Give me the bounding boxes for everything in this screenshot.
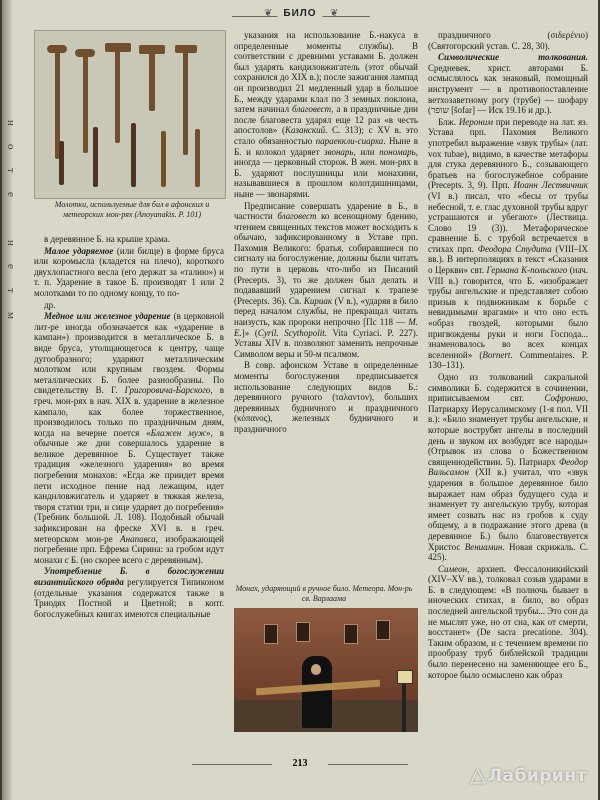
ornament-left-icon: ❦ bbox=[264, 8, 273, 19]
text-run: Блж. bbox=[438, 116, 459, 127]
text-run: благовест bbox=[277, 211, 317, 222]
text-run: , изображающей погребение прп. Ефрема Сирина: за гробом идут монахи с Б. (но скорее всего с деревянным). bbox=[34, 533, 224, 565]
text-run: Bornert bbox=[482, 349, 511, 360]
article-paragraph bbox=[428, 117, 588, 371]
text-run: Казанский bbox=[284, 125, 326, 136]
footer-rule-left bbox=[192, 764, 272, 765]
text-run: , а в праздничные дни после благовеста ударял еще 12 раз «в честь апостолов» ( bbox=[234, 104, 418, 136]
text-run: Иероним bbox=[458, 116, 494, 127]
text-run: Феодора Студита bbox=[477, 243, 552, 254]
text-run: В совр. афонском Уставе в определенные моменты богослужения предписывается использование следующих видов Б.: деревянного ручного (ταλαντον), больших деревянных будничного и праздничного (κόπανος), железных будничного и праздничного bbox=[234, 360, 418, 434]
column-right bbox=[428, 30, 588, 681]
text-run: Vita Cyriaci. P. 227). Уставы XIV в. позволяют заменить непрочные Символом веры и 50-м псалмом. bbox=[234, 327, 418, 359]
margin-letter: м bbox=[5, 312, 17, 319]
text-run: , Патриарху Иерусалимскому (1-я пол. VII в.): «Било знаменует трубы ангельские, и которые вострубят ангелы в последний день и звуком их возбудят все народы» (Отрывок из слова о Божественном священнодействии. 5). Патриарх bbox=[428, 393, 588, 467]
text-run: праздничного (σιδερένιο) (Святогорский устав. С. 28, 30). bbox=[428, 30, 588, 51]
text-run: Медное или железное ударение bbox=[44, 311, 171, 322]
article-paragraph bbox=[234, 30, 418, 200]
text-run: Германа К-польского bbox=[486, 265, 568, 276]
running-head-rule-right bbox=[320, 16, 370, 17]
figure-caption-mallets: Молотки, используемые для бил в афонских и метеорских мон-рях (Anoyanakis. P. 101) bbox=[54, 200, 210, 219]
column-middle bbox=[234, 30, 418, 436]
text-run: (VIII–IX вв.). В интерполяциях в текст «Сказания о Церкви» свт. bbox=[428, 243, 588, 276]
article-paragraph bbox=[428, 52, 588, 116]
running-head-title: БИЛО bbox=[277, 8, 322, 19]
text-run: Символические толкования. bbox=[438, 52, 588, 63]
text-run: , иногда — церковный сторож. В жен. мон-рях в Б. ударяют послушницы или монахини, называвшиеся в прошлом колотдишницами, ныне — звонарями. bbox=[234, 146, 419, 199]
article-paragraph bbox=[34, 246, 224, 299]
text-run: др. bbox=[44, 299, 56, 310]
text-run: Одно из толкований сакральной символики Б. содержится в сочинении, приписываемом свт. bbox=[428, 372, 588, 404]
figure-caption-monk: Монах, ударяющий в ручное било. Метеора. Мон-рь св. Варлаама bbox=[235, 584, 413, 603]
article-paragraph bbox=[34, 566, 224, 619]
margin-letter: н bbox=[5, 120, 17, 126]
text-run: ко всенощному бдению, чтением священных текстов может восходить к обычаю, зафиксированному в Уставе прп. Пахомия Великого: братья, собиравшиеся по сигналу на богослужение, должны были читать по пути в церковь что-либо из Писаний (Precepts. 3), то же должен был делать и подававший ударением сигнал к трапезе (Precepts. 36). Св. bbox=[234, 211, 418, 306]
text-run: звонарь bbox=[324, 146, 354, 157]
text-run: . Commentaires. P. 130–131). bbox=[428, 349, 588, 371]
article-paragraph bbox=[428, 564, 588, 681]
margin-letter: н bbox=[5, 240, 17, 246]
text-run: ]» ( bbox=[241, 327, 258, 338]
text-run: (V в.), «ударяя в било перед началом службы, не прекращал читать наизусть, как пророки непрочно [Пс 118 — bbox=[234, 295, 418, 328]
margin-letter: е bbox=[5, 264, 17, 269]
text-run: (или билце) в форме бруса или коромысла (кладется на плечо), короткого двухлопастного весла (его держат за «талию») и т. п. Ударение в такое Б. производят 1 или 2 молотками то по одному концу, то по- bbox=[34, 245, 224, 298]
text-run: (нач. VIII в.) говорится, что Б. «изображает трубы ангельские и представляет собою призыв к подвижникам к борьбе с невидимыми врагами» и что оно есть «образ гвоздей, которыми было пригвождены руки и ноги Господа... знаменовалось во всех концах вселенной» ( bbox=[428, 265, 588, 360]
text-run: при переводе на лат. яз. Устава прп. Пахомия Великого употребил выражение «звук трубы» (лат. vox tubae), видимо, в качестве метафоры для стука деревянного Б., созывающего братьев на богослужебное собрание (Precepts. 3, 9). Прп. bbox=[428, 116, 588, 191]
text-run: . Новая скрижаль. С. 425). bbox=[428, 541, 589, 563]
text-run: , в греч. мон-рях в нач. XIX в. ударение в железное кампало, как более торжественное, производилось только по праздничным дням, когда на вечерне поется « bbox=[34, 385, 225, 438]
text-run: параеккли-сиарха bbox=[315, 135, 384, 146]
text-run: Симеон bbox=[438, 563, 468, 574]
text-run: Григоровича-Барского bbox=[124, 385, 211, 396]
article-paragraph bbox=[234, 360, 418, 434]
article-paragraph bbox=[34, 300, 224, 311]
article-paragraph bbox=[428, 372, 588, 563]
margin-letter: о bbox=[5, 144, 17, 150]
text-run: Иоанн Лествичник bbox=[513, 180, 588, 191]
margin-letter: е bbox=[5, 192, 17, 197]
text-run: Предписание совершать ударение в Б., в частности bbox=[234, 200, 418, 222]
running-head-rule-left bbox=[232, 16, 282, 17]
text-run: пономарь bbox=[379, 146, 416, 157]
margin-letter: т bbox=[5, 288, 17, 293]
text-run: Средневек. христ. авторами Б. осмыслялось как знаковый, помощный инструмент — в противопоставление ветхозаветному рогу (трубе) — шофару (שופר [šofar] — Иск 19.16 и др.). bbox=[428, 62, 588, 116]
text-run: M. E. bbox=[234, 317, 418, 338]
text-run: Софронию bbox=[544, 393, 586, 404]
labirint-logo-icon: △ bbox=[470, 762, 486, 786]
text-run: , архиеп. Фессалоникийский (XIV–XV вв.), толковал созыв ударами в Б. в следующем: «В полночь бывает в иноческих стихах, в било, во образ последней ангельской трубы... Это сон да не мыслят уже, но от сна, как от смерти, восстанет» (De sacra precatione. 304). Таким образом, и с течением времени по прообразу труб библейской традиции было перенесено на заменяющее его Б., которое было осмыслено как образ bbox=[428, 563, 588, 680]
text-run: . С. 313); с XV в. это стало обязанностью bbox=[234, 125, 418, 146]
watermark bbox=[470, 762, 587, 786]
text-run: (XII в.) учитал, что «звук ударения в большое деревянное било выражает нам образ будущего суда и знаменует ту ангельскую трубу, которая имеет созвать нас из гробов к суду общему, а в подражание этого древа (в деревянное Б.) было благовествуется Христос bbox=[428, 467, 588, 552]
article-paragraph bbox=[34, 311, 224, 565]
running-head bbox=[2, 6, 598, 26]
column-left bbox=[34, 234, 224, 620]
text-run: Вениамин bbox=[464, 541, 503, 552]
footer-rule-right bbox=[328, 764, 408, 765]
text-run: Феодор Вальсамон bbox=[428, 456, 588, 478]
text-run: , или bbox=[353, 146, 380, 157]
figure-mallets bbox=[34, 30, 226, 199]
book-page bbox=[2, 0, 598, 800]
article-paragraph bbox=[428, 30, 588, 51]
text-run: Употребление Б. в богослужении византийского обряда bbox=[34, 566, 224, 587]
text-run: . Ныне в Б. и колокол ударяет bbox=[234, 135, 418, 157]
text-run: Анапавса bbox=[120, 533, 156, 544]
article-paragraph bbox=[34, 234, 224, 245]
text-run: (в церковной лит-ре иногда обозначается как «ударение в кампан») производится в металлическое Б. в виде бруса, утолщающегося к центру, чаще дугообразного; ударяют металлическим молотком или крупным гвоздем. Формы металлических Б. более разнообразны. По свидетельству В. Г. bbox=[34, 311, 225, 396]
text-run: (VI в.) писал, что «бесы от трубы небесной, т. е. глас духовной трубы вдруг устрашаются и убегают» (Лествица. Слово 19 (3)). Метафорическое сравнение Б. с трубой встречается в стихах прп. bbox=[428, 190, 588, 254]
text-run: », в обычные же дни совершалось ударение в великое деревянное Б. Существует также традиция «железного ударения» во время погребения монахов: «Егда же приидет время пети исходное пение над лежащим, идет канднловжигатель и ударяет в тяжкая железа, творя статии три, и сице ударяет до погребения» (Требник большой. Л. 108). Подобный обычай зафиксирован на фреске XVI в. в греч. метеорском мон-ре bbox=[34, 427, 224, 544]
text-run: в деревянное Б. на крыше храма. bbox=[44, 234, 171, 244]
text-run: Кириак bbox=[303, 295, 333, 306]
text-run: Малое ударяемое bbox=[44, 245, 114, 256]
text-run: благовест bbox=[292, 104, 332, 115]
figure-monk-photo bbox=[234, 608, 418, 732]
text-run: регулируется Типиконом (отдельные указания содержатся также в Триодях Постной и Цветной; в копт. богослужебных книгах имеются специальные bbox=[34, 577, 225, 619]
margin-letter: т bbox=[5, 168, 17, 173]
text-run: Блажен муж bbox=[150, 427, 207, 438]
watermark-text: Лабиринт bbox=[487, 766, 587, 786]
ornament-right-icon: ❦ bbox=[330, 8, 339, 19]
text-run: Cyril. Scythopolit. bbox=[257, 327, 327, 338]
text-run: указания на использование Б.-накуса в определенные моменты службы). В соответствии с древними уставами Б. должен был ударять кандиловжигатель (этот обычай сохранился до XIX в.); после зажигания лампад он производил 21 медленный удар в большое Б., между ударами клал по 3 земных поклона, затем начинал bbox=[234, 30, 418, 115]
page-number: 213 bbox=[285, 758, 316, 769]
article-paragraph bbox=[234, 201, 418, 360]
